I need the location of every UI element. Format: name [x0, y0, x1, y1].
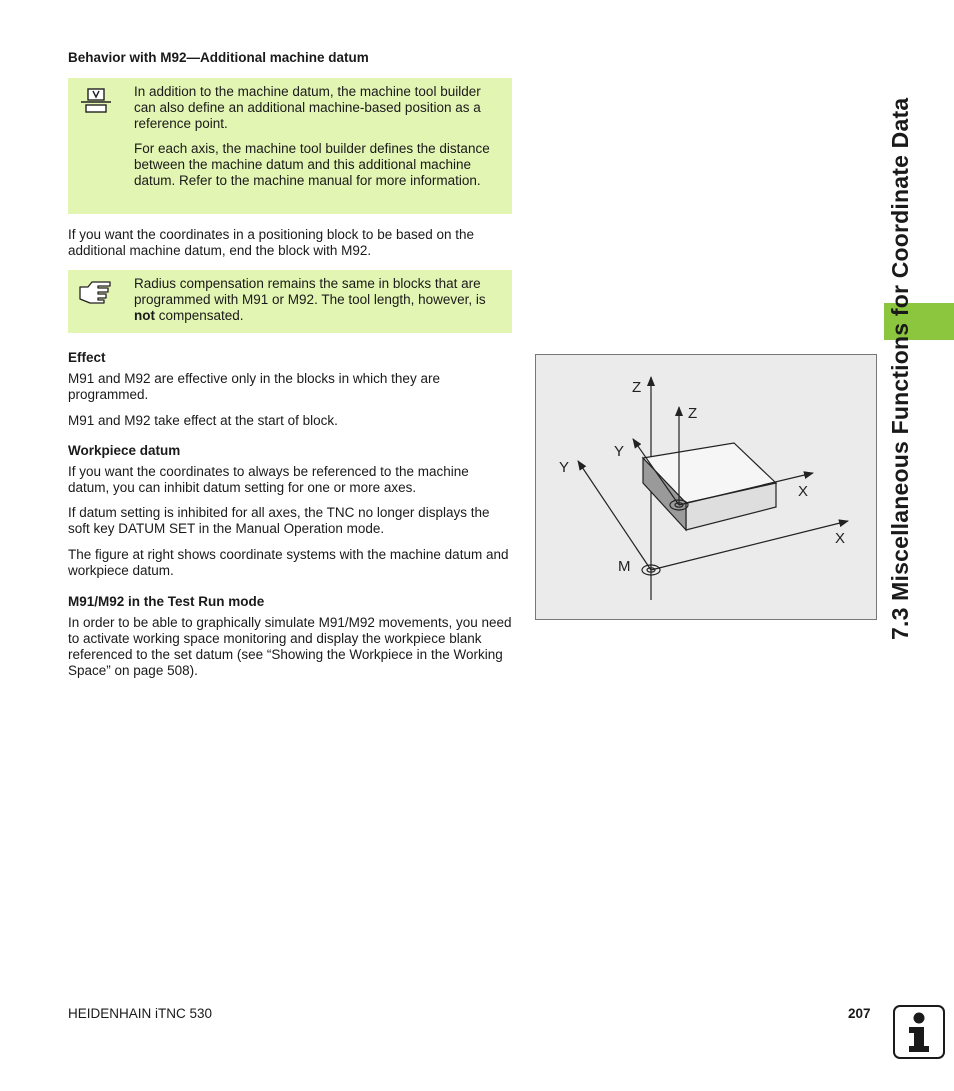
effect-paragraph: M91 and M92 are effective only in the blocks in which they are programmed. — [68, 371, 440, 402]
machine-icon — [80, 88, 112, 114]
machine-x-axis — [651, 521, 848, 570]
workpiece-z-label: Z — [688, 405, 698, 422]
section-heading: Behavior with M92—Additional machine datum — [68, 50, 369, 65]
chapter-title: 7.3 Miscellaneous Functions for Coordinate Data — [887, 97, 913, 640]
note-paragraph: For each axis, the machine tool builder defines the distance between the machine datum and this additional machine datum. Refer to the machine manual for more information. — [134, 141, 490, 188]
machine-z-label: Z — [632, 379, 642, 396]
note-text: Radius compensation remains the same in blocks that are programmed with M91 or M92. The tool length, however, is — [134, 276, 486, 307]
machine-y-axis — [578, 461, 651, 570]
workpiece-paragraph: If you want the coordinates to always be referenced to the machine datum, you can inhibit datum setting for one or more axes. — [68, 464, 469, 495]
coordinate-diagram — [536, 355, 876, 619]
page-number: 207 — [848, 1006, 871, 1021]
testrun-heading: M91/M92 in the Test Run mode — [68, 594, 265, 609]
machine-note-box — [68, 78, 512, 214]
coordinate-figure — [535, 354, 877, 620]
hand-note-text — [134, 276, 504, 324]
machine-y-label: Y — [559, 459, 570, 476]
note-text: compensated. — [155, 308, 244, 323]
workpiece-paragraph: The figure at right shows coordinate systems with the machine datum and workpiece datum. — [68, 547, 509, 578]
workpiece-paragraph: If datum setting is inhibited for all axes, the TNC no longer displays the soft key DATUM SET in the Manual Operation mode. — [68, 505, 490, 536]
workpiece-y-label: Y — [614, 443, 625, 460]
machine-x-label: X — [835, 530, 846, 547]
workpiece-heading: Workpiece datum — [68, 443, 181, 458]
info-icon — [893, 1005, 945, 1059]
pointing-hand-icon — [78, 279, 112, 305]
footer-product: HEIDENHAIN iTNC 530 — [68, 1006, 213, 1021]
body-paragraph: If you want the coordinates in a positioning block to be based on the additional machine datum, end the block with M92. — [68, 227, 475, 258]
effect-heading: Effect — [68, 350, 106, 365]
machine-note-text — [134, 84, 504, 198]
note-paragraph: In addition to the machine datum, the machine tool builder can also define an additional machine-based position as a reference point. — [134, 84, 481, 131]
testrun-paragraph: In order to be able to graphically simulate M91/M92 movements, you need to activate working space monitoring and display the workpiece blank referenced to the set datum (see “Showing the Workpiece in the Working Space” on page 508). — [68, 615, 512, 678]
machine-datum-label: M — [618, 558, 631, 575]
hand-note-box — [68, 270, 512, 333]
info-glyph — [895, 1007, 943, 1057]
workpiece-x-label: X — [798, 483, 809, 500]
note-bold-text: not — [134, 308, 155, 323]
effect-paragraph: M91 and M92 take effect at the start of block. — [68, 413, 338, 428]
